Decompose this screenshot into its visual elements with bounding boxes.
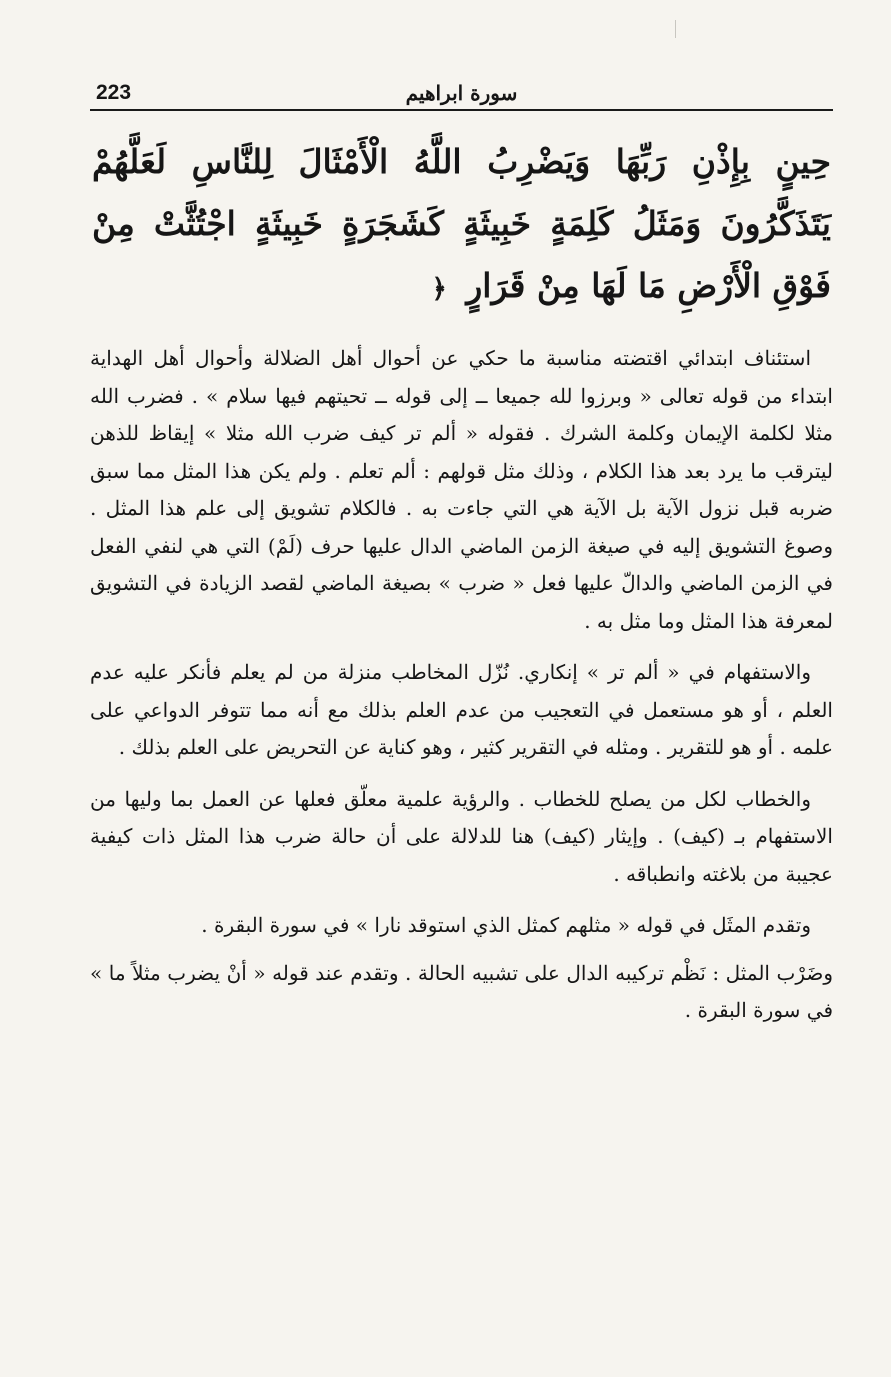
page-edge-mark [675,20,676,38]
quran-verse [90,131,833,320]
commentary-paragraph-4: وتقدم المثَل في قوله « مثلهم كمثل الذي استوقد نارا » في سورة البقرة . [201,913,811,937]
document-page [90,75,833,1275]
commentary-paragraph-3: والخطاب لكل من يصلح للخطاب . والرؤية علمية معلّق فعلها عن العمل بما وليها من الاستفهام بـ (كيف) . وإيثار (كيف) هنا للدلالة على أن حالة ضرب هذا المثل ذات كيفية عجيبة من بلاغته وانطباقه . [90,786,833,886]
commentary-paragraph-1: استئناف ابتدائي اقتضته مناسبة ما حكي عن أحوال أهل الضلالة وأحوال أهل الهداية ابتداء من قوله تعالى « وبرزوا لله جميعا ــ إلى قوله ــ تحيتهم فيها سلام » . فضرب الله مثلا لكلمة الإيمان وكلمة الشرك . فقوله « ألم تر كيف ضرب الله مثلا » إيقاظ للذهن ليترقب ما يرد بعد هذا الكلام ، وذلك مثل قولهم : ألم تعلم . ولم يكن هذا المثل مما سبق ضربه قبل نزول الآية بل الآية هي التي جاءت به . فالكلام تشويق إلى علم هذا المثل . وصوغ التشويق إليه في صيغة الزمن الماضي الدال عليها حرف (لَمْ) التي هي لنفي الفعل في الزمن الماضي والدالّ عليها فعل « ضرب » بصيغة الماضي لقصد الزيادة في التشويق لمعرفة هذا المثل وما مثل به . [90,346,833,633]
surah-title: سورة ابراهيم [405,81,518,105]
verse-text: حِينٍ بِإِذْنِ رَبِّهَا وَيَضْرِبُ اللَّهُ الْأَمْثَالَ لِلنَّاسِ لَعَلَّهُمْ يَتَذَكَّرُونَ وَمَثَلُ كَلِمَةٍ خَبِيثَةٍ كَشَجَرَةٍ خَبِيثَةٍ اجْتُثَّتْ مِنْ فَوْقِ الْأَرْضِ مَا لَهَا مِنْ قَرَارٍ [92,142,831,305]
page-number: 223 [96,81,132,104]
commentary-paragraph-2: والاستفهام في « ألم تر » إنكاري. نُزّل المخاطب منزلة من لم يعلم فأنكر عليه عدم العلم ، أو هو مستعمل في التعجيب من عدم العلم بذلك مع أنه مما تتوفر الدواعي على علمه . أو هو للتقرير . ومثله في التقرير كثير ، وهو كناية عن التحريض على العلم بذلك . [90,660,833,759]
verse-end-mark: ﴿ [431,274,447,304]
page-header [90,75,833,111]
commentary-paragraph-5: وضَرْب المثل : نَظْم تركيبه الدال على تشبيه الحالة . وتقدم عند قوله « أنْ يضرب مثلاً ما » في سورة البقرة . [90,960,833,1022]
commentary [90,340,833,1030]
